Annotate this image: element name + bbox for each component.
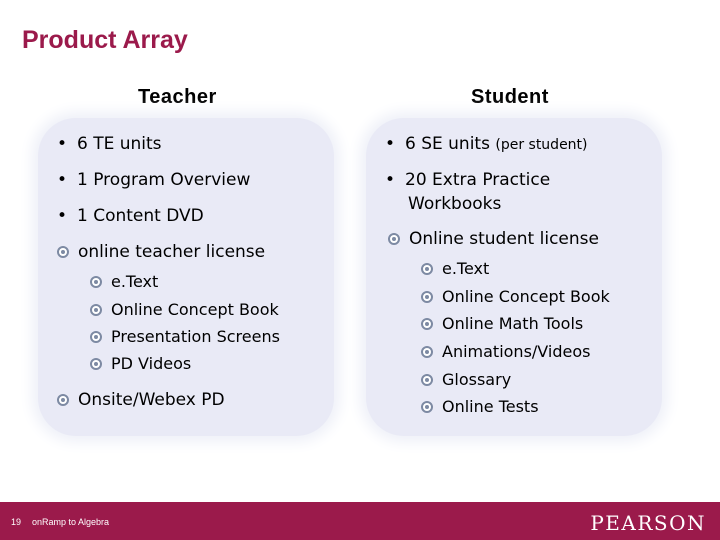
swirl-bullet-icon <box>90 276 102 288</box>
teacher-bullet-2-text: 1 Program Overview <box>77 170 251 190</box>
swirl-bullet-icon <box>421 346 433 358</box>
swirl-bullet-icon <box>421 401 433 413</box>
student-bullet-1-text: 6 SE units <box>405 134 490 154</box>
swirl-bullet-icon <box>421 291 433 303</box>
swirl-bullet-icon <box>90 331 102 343</box>
footer-text: onRamp to Algebra <box>32 517 110 527</box>
student-heading: Student <box>471 86 549 108</box>
swirl-bullet-icon <box>388 233 400 245</box>
teacher-license-item: e.Text <box>90 272 158 291</box>
student-panel <box>366 118 662 436</box>
teacher-bullet-3-text: 1 Content DVD <box>77 206 204 226</box>
student-license-item: e.Text <box>421 259 489 278</box>
swirl-bullet-icon <box>90 358 102 370</box>
swirl-bullet-icon <box>421 318 433 330</box>
student-bullet-2-line1: 20 Extra Practice <box>405 170 551 190</box>
teacher-heading: Teacher <box>138 86 217 108</box>
pearson-logo: PEARSON <box>590 511 706 535</box>
teacher-bullet-1-text: 6 TE units <box>77 134 162 154</box>
student-license-item: Online Math Tools <box>421 314 583 333</box>
page-number: 19 <box>11 517 22 527</box>
swirl-bullet-icon <box>90 304 102 316</box>
slide-title: Product Array <box>22 26 188 54</box>
student-license-item: Glossary <box>421 370 511 389</box>
student-bullet-2-line2: Workbooks <box>408 194 502 214</box>
swirl-bullet-icon <box>57 394 69 406</box>
teacher-panel <box>38 118 334 436</box>
student-bullet-2: • 20 Extra Practice <box>385 170 551 190</box>
student-license-item: Animations/Videos <box>421 342 590 361</box>
teacher-license-item: PD Videos <box>90 354 191 373</box>
swirl-bullet-icon <box>421 374 433 386</box>
student-license <box>388 229 599 249</box>
teacher-pd-label: Onsite/Webex PD <box>78 390 225 410</box>
teacher-bullet-2: • 1 Program Overview <box>57 170 251 190</box>
student-bullet-1: • 6 SE units (per student) <box>385 134 588 154</box>
student-license-item: Online Tests <box>421 397 539 416</box>
footer-bar <box>0 502 720 540</box>
swirl-bullet-icon <box>421 263 433 275</box>
teacher-bullet-3: • 1 Content DVD <box>57 206 204 226</box>
student-bullet-1-note: (per student) <box>495 137 588 153</box>
swirl-bullet-icon <box>57 246 69 258</box>
teacher-license-item: Online Concept Book <box>90 300 279 319</box>
teacher-bullet-1: • 6 TE units <box>57 134 162 154</box>
teacher-license <box>57 242 265 262</box>
teacher-license-label: online teacher license <box>78 242 266 262</box>
teacher-pd <box>57 390 225 410</box>
teacher-license-item: Presentation Screens <box>90 327 280 346</box>
student-license-item: Online Concept Book <box>421 287 610 306</box>
student-license-label: Online student license <box>409 229 599 249</box>
